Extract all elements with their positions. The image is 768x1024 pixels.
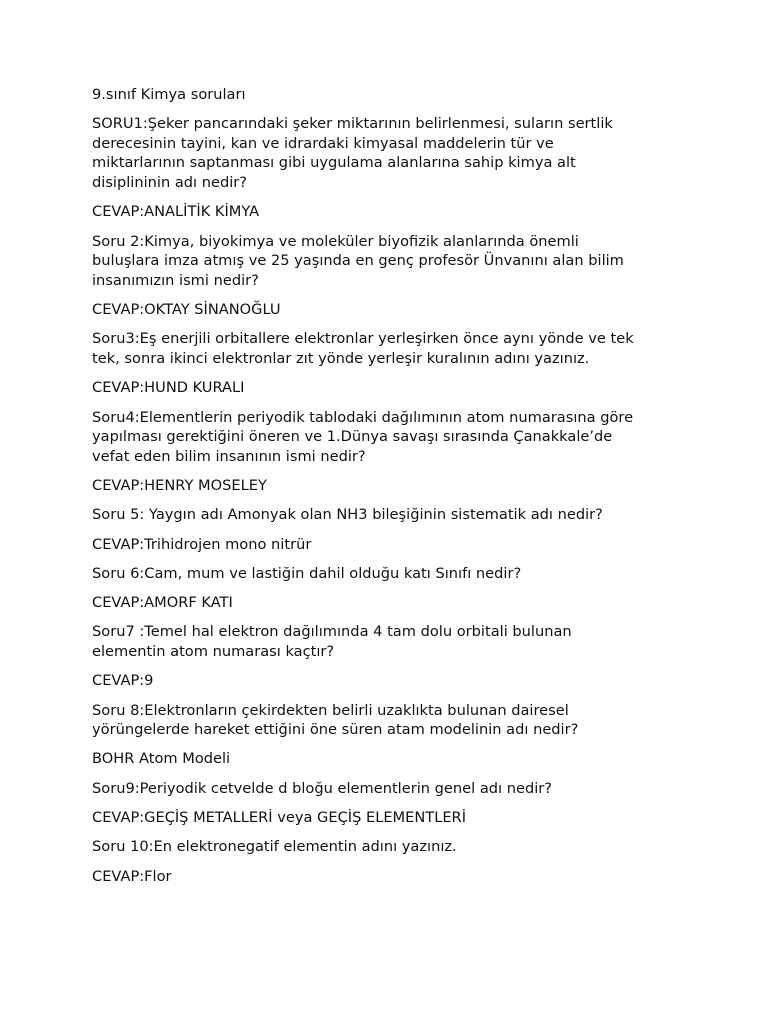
document-title: 9.sınıf Kimya soruları [92,86,246,103]
document-body [92,85,682,896]
question-10: Soru 10:En elektronegatif elementin adını yazınız. [92,838,457,856]
question-5: Soru 5: Yaygın adı Amonyak olan NH3 bileşiğinin sistematik adı nedir? [92,506,603,524]
answer-1: CEVAP:ANALİTİK KİMYA [92,203,260,221]
question-8: Soru 8:Elektronların çekirdekten belirli uzaklıkta bulunan dairesel yörüngelerde hareket ettiğini öne süren atam modelinin adı nedir? [92,701,579,739]
answer-4: CEVAP:HENRY MOSELEY [92,477,267,494]
answer-9: CEVAP:GEÇİŞ METALLERİ veya GEÇİŞ ELEMENTLERİ [92,809,466,826]
question-9: Soru9:Periyodik cetvelde d bloğu elementlerin genel adı nedir? [92,779,553,797]
question-2: Soru 2:Kimya, biyokimya ve moleküler biyofizik alanlarında önemli buluşlara imza atmış ve 25 yaşında en genç profesör Ünvanını alan bilim insanımızın ismi nedir? [92,232,624,289]
question-6: Soru 6:Cam, mum ve lastiğin dahil olduğu katı Sınıfı nedir? [92,564,522,582]
question-4: Soru4:Elementlerin periyodik tablodaki dağılımının atom numarasına göre yapılması gerektiğini öneren ve 1.Dünya savaşı sırasında Çanakkale’de vefat eden bilim insanının ismi nedir? [92,408,634,465]
answer-8: BOHR Atom Modeli [92,750,231,768]
answer-5: CEVAP:Trihidrojen mono nitrür [92,535,312,553]
answer-6: CEVAP:AMORF KATI [92,594,233,612]
question-1: SORU1:Şeker pancarındaki şeker miktarının belirlenmesi, suların sertlik derecesinin tayini, kan ve idrardaki kimyasal maddelerin tür ve miktarlarının saptanması gibi uygulama alanlarına sahip kimya alt disiplininin adı nedir? [92,115,613,192]
answer-7: CEVAP:9 [92,672,154,690]
answer-10: CEVAP:Flor [92,867,172,885]
answer-3: CEVAP:HUND KURALI [92,379,245,397]
answer-2: CEVAP:OKTAY SİNANOĞLU [92,301,281,319]
question-7: Soru7 :Temel hal elektron dağılımında 4 tam dolu orbitali bulunan elementin atom numarası kaçtır? [92,623,572,660]
question-3: Soru3:Eş enerjili orbitallere elektronlar yerleşirken önce aynı yönde ve tek tek, sonra ikinci elektronlar zıt yönde yerleşir kuralının adını yazınız. [92,330,634,367]
